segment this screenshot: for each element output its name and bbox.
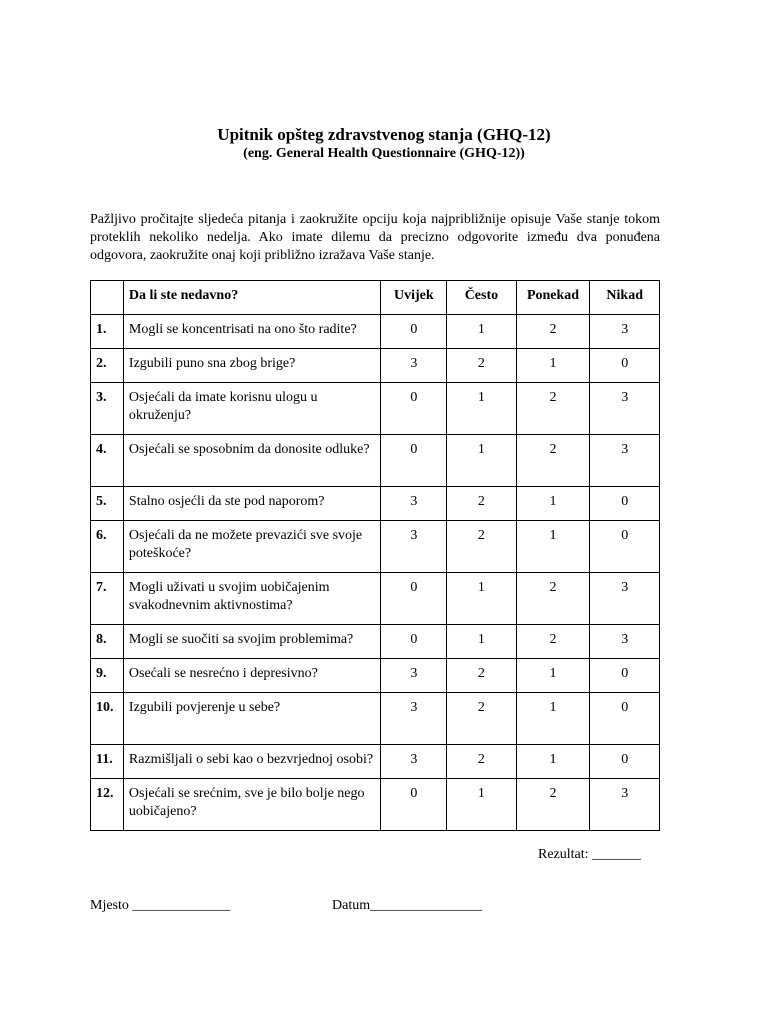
score-option[interactable]: 0 (381, 383, 447, 435)
question-number: 3. (91, 383, 124, 435)
score-option[interactable]: 3 (381, 659, 447, 693)
score-option[interactable]: 1 (516, 487, 590, 521)
table-row (91, 435, 660, 487)
score-option[interactable]: 2 (516, 625, 590, 659)
question-number: 12. (91, 779, 124, 831)
score-option[interactable]: 2 (447, 659, 516, 693)
score-option[interactable]: 1 (447, 625, 516, 659)
header-never: Nikad (590, 281, 660, 315)
question-number: 1. (91, 315, 124, 349)
score-option[interactable]: 0 (590, 659, 660, 693)
score-option[interactable]: 0 (590, 487, 660, 521)
question-text: Mogli se koncentrisati na ono što radite? (123, 315, 381, 349)
header-question: Da li ste nedavno? (123, 281, 381, 315)
question-text: Izgubili povjerenje u sebe? (123, 693, 381, 745)
score-option[interactable]: 1 (516, 659, 590, 693)
score-option[interactable]: 2 (447, 745, 516, 779)
question-number: 11. (91, 745, 124, 779)
score-option[interactable]: 0 (381, 315, 447, 349)
score-option[interactable]: 3 (590, 315, 660, 349)
question-text: Mogli se suočiti sa svojim problemima? (123, 625, 381, 659)
score-option[interactable]: 3 (590, 573, 660, 625)
table-row (91, 745, 660, 779)
table-row (91, 487, 660, 521)
score-option[interactable]: 0 (590, 745, 660, 779)
score-option[interactable]: 0 (381, 625, 447, 659)
score-option[interactable]: 2 (447, 693, 516, 745)
score-option[interactable]: 1 (447, 315, 516, 349)
score-option[interactable]: 2 (447, 349, 516, 383)
question-number: 5. (91, 487, 124, 521)
question-text: Osjećali se sposobnim da donosite odluke? (123, 435, 381, 487)
question-text: Osjećali se srećnim, sve je bilo bolje nego uobičajeno? (123, 779, 381, 831)
table-row (91, 383, 660, 435)
question-text: Osećali se nesrećno i depresivno? (123, 659, 381, 693)
table-row (91, 625, 660, 659)
score-option[interactable]: 0 (381, 435, 447, 487)
question-text: Izgubili puno sna zbog brige? (123, 349, 381, 383)
score-option[interactable]: 1 (447, 383, 516, 435)
header-num (91, 281, 124, 315)
question-number: 7. (91, 573, 124, 625)
question-number: 8. (91, 625, 124, 659)
score-option[interactable]: 2 (516, 779, 590, 831)
score-option[interactable]: 1 (516, 349, 590, 383)
question-text: Osjećali da ne možete prevazići sve svoje poteškoće? (123, 521, 381, 573)
question-text: Mogli uživati u svojim uobičajenim svakodnevnim aktivnostima? (123, 573, 381, 625)
score-option[interactable]: 3 (590, 435, 660, 487)
score-option[interactable]: 3 (590, 625, 660, 659)
score-option[interactable]: 0 (590, 521, 660, 573)
score-option[interactable]: 1 (516, 693, 590, 745)
question-number: 9. (91, 659, 124, 693)
date-field: Datum________________ (332, 898, 483, 913)
score-option[interactable]: 0 (590, 349, 660, 383)
score-option[interactable]: 3 (590, 383, 660, 435)
score-option[interactable]: 3 (381, 487, 447, 521)
score-option[interactable]: 0 (381, 779, 447, 831)
question-number: 4. (91, 435, 124, 487)
score-option[interactable]: 2 (516, 315, 590, 349)
score-option[interactable]: 0 (590, 693, 660, 745)
score-option[interactable]: 1 (447, 435, 516, 487)
header-sometimes: Ponekad (516, 281, 590, 315)
place-field: Mjesto ______________ (90, 898, 231, 913)
question-number: 6. (91, 521, 124, 573)
table-row (91, 573, 660, 625)
score-option[interactable]: 1 (447, 573, 516, 625)
score-option[interactable]: 1 (516, 521, 590, 573)
page-title: Upitnik opšteg zdravstvenog stanja (GHQ-12) (217, 125, 551, 144)
score-option[interactable]: 2 (516, 383, 590, 435)
table-row (91, 521, 660, 573)
table-row (91, 693, 660, 745)
table-header-row (91, 281, 660, 315)
question-number: 2. (91, 349, 124, 383)
table-row (91, 315, 660, 349)
score-option[interactable]: 2 (516, 435, 590, 487)
score-option[interactable]: 1 (447, 779, 516, 831)
header-often: Često (447, 281, 516, 315)
instructions-text: Pažljivo pročitajte sljedeća pitanja i zaokružite opciju koja najpribližnije opisuje Vaše stanje tokom proteklih nekoliko nedelja. Ako imate dilemu da precizno odgovorite između dva ponuđena odgovora, zaokružite onaj koji približno izražava Vaše stanje. (90, 212, 660, 263)
questionnaire-table (90, 280, 660, 831)
table-row (91, 779, 660, 831)
score-option[interactable]: 2 (447, 521, 516, 573)
score-option[interactable]: 3 (590, 779, 660, 831)
header-always: Uvijek (381, 281, 447, 315)
score-option[interactable]: 3 (381, 349, 447, 383)
score-option[interactable]: 1 (516, 745, 590, 779)
page-subtitle: (eng. General Health Questionnaire (GHQ-12)) (243, 146, 525, 161)
table-row (91, 349, 660, 383)
score-option[interactable]: 3 (381, 745, 447, 779)
score-option[interactable]: 3 (381, 693, 447, 745)
question-text: Stalno osjećli da ste pod naporom? (123, 487, 381, 521)
score-option[interactable]: 0 (381, 573, 447, 625)
table-row (91, 659, 660, 693)
score-option[interactable]: 3 (381, 521, 447, 573)
question-text: Osjećali da imate korisnu ulogu u okruženju? (123, 383, 381, 435)
result-field: Rezultat: _______ (538, 847, 642, 862)
question-text: Razmišljali o sebi kao o bezvrjednoj osobi? (123, 745, 381, 779)
question-number: 10. (91, 693, 124, 745)
score-option[interactable]: 2 (447, 487, 516, 521)
score-option[interactable]: 2 (516, 573, 590, 625)
